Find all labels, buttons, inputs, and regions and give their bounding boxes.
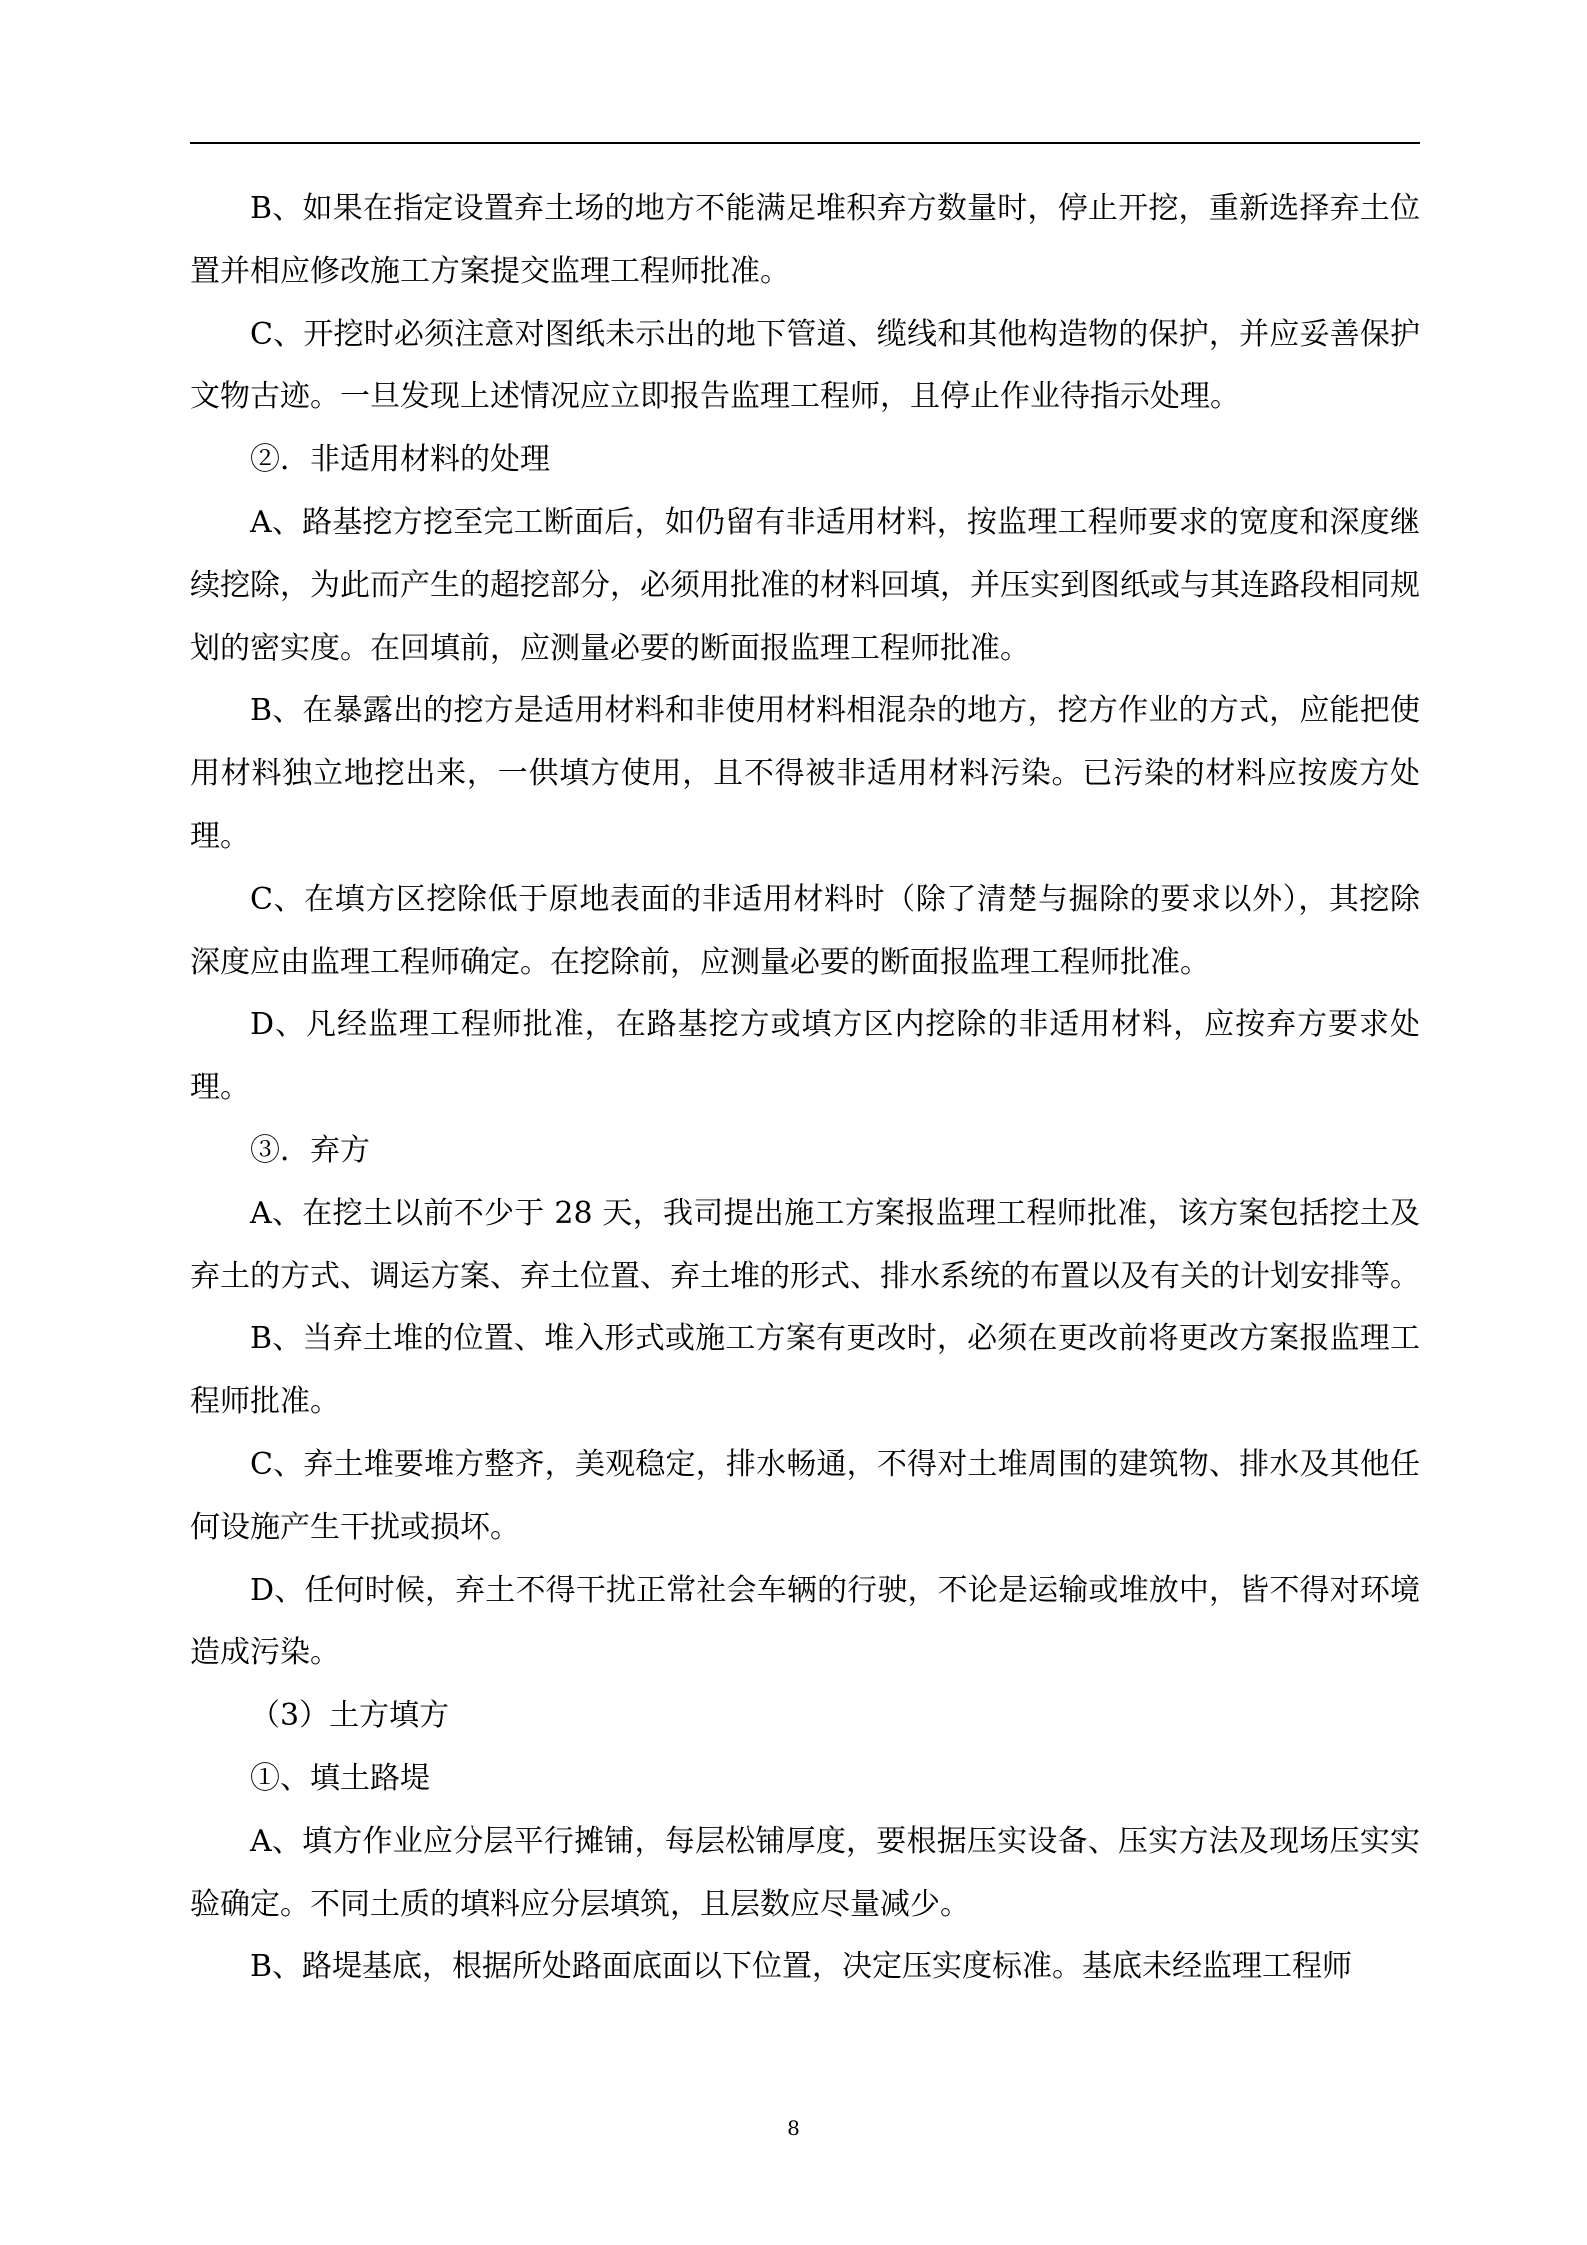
paragraph-embankment-base: B、路堤基底，根据所处路面底面以下位置，决定压实度标准。基底未经监理工程师 [250,1949,1353,1985]
section-heading-spoil: ③．弃方 [250,1132,370,1168]
document-body [190,178,1420,1999]
paragraph-spoil-traffic: D、任何时候，弃土不得干扰正常社会车辆的行驶，不论是运输或堆放中，皆不得对环境造成污染。 [190,1572,1420,1671]
header-rule [190,142,1420,144]
paragraph-spoil-plan-change: B、当弃土堆的位置、堆入形式或施工方案有更改时，必须在更改前将更改方案报监理工程师批准。 [190,1321,1420,1420]
paragraph-approved-removal: D、凡经监理工程师批准，在路基挖方或填方区内挖除的非适用材料，应按弃方要求处理。 [190,1007,1420,1106]
subsection-heading-embankment: ①、填土路堤 [250,1760,430,1796]
paragraph-layered-fill: A、填方作业应分层平行摊铺，每层松铺厚度，要根据压实设备、压实方法及现场压实实验确定。不同土质的填料应分层填筑，且层数应尽量减少。 [190,1823,1420,1922]
paragraph-overexcavation-backfill: A、路基挖方挖至完工断面后，如仍留有非适用材料，按监理工程师要求的宽度和深度继续挖除，为此而产生的超挖部分，必须用批准的材料回填，并压实到图纸或与其连路段相同规划的密实度。在回填前，应测量必要的断面报监理工程师批准。 [190,504,1420,666]
section-heading-unsuitable-material: ②．非适用材料的处理 [250,442,550,478]
section-heading-earth-fill: （3）土方填方 [250,1698,450,1734]
paragraph-fill-area-removal: C、在填方区挖除低于原地表面的非适用材料时（除了清楚与掘除的要求以外），其挖除深度应由监理工程师确定。在挖除前，应测量必要的断面报监理工程师批准。 [190,881,1420,980]
paragraph-spoil-stacking: C、弃土堆要堆方整齐，美观稳定，排水畅通，不得对土堆周围的建筑物、排水及其他任何设施产生干扰或损坏。 [190,1446,1420,1545]
paragraph-underground-protection: C、开挖时必须注意对图纸未示出的地下管道、缆线和其他构造物的保护，并应妥善保护文物古迹。一旦发现上述情况应立即报告监理工程师，且停止作业待指示处理。 [190,316,1420,415]
paragraph-earth-dump-relocation: B、如果在指定设置弃土场的地方不能满足堆积弃方数量时，停止开挖，重新选择弃土位置并相应修改施工方案提交监理工程师批准。 [190,191,1420,289]
page-number: 8 [787,2116,800,2140]
paragraph-spoil-plan: A、在挖土以前不少于 28 天，我司提出施工方案报监理工程师批准，该方案包括挖土及弃土的方式、调运方案、弃土位置、弃土堆的形式、排水系统的布置以及有关的计划安排等。 [190,1195,1420,1294]
paragraph-mixed-material-excavation: B、在暴露出的挖方是适用材料和非使用材料相混杂的地方，挖方作业的方式，应能把使用材料独立地挖出来，一供填方使用，且不得被非适用材料污染。已污染的材料应按废方处理。 [190,693,1420,854]
